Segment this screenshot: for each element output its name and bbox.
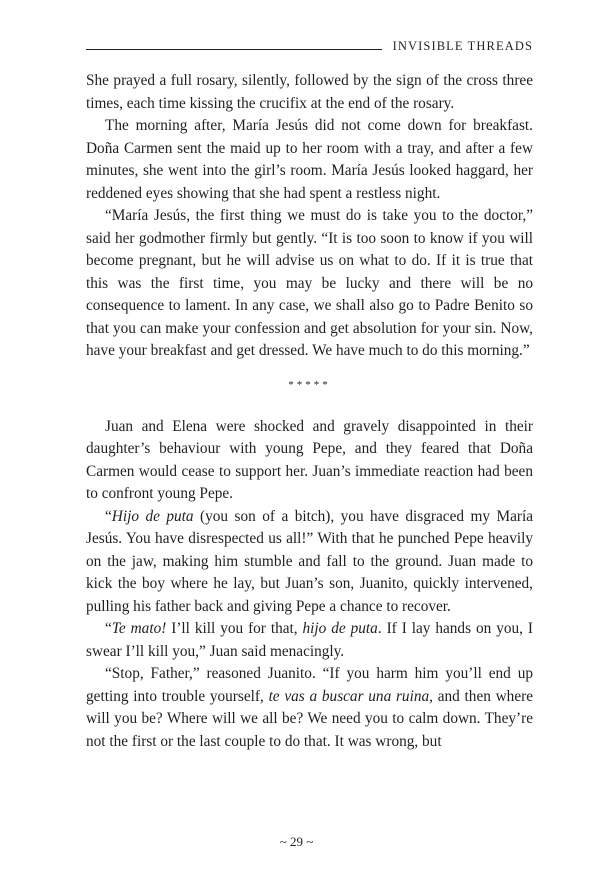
paragraph bbox=[86, 618, 533, 663]
paragraph bbox=[86, 70, 533, 115]
text-run: The morning after, María Jesús did not come down for breakfast. Doña Carmen sent the maid up to her room with a tray, and after a few minutes, she went into the girl’s room. María Jesús looked haggard, her reddened eyes showing that she had spent a restless night. bbox=[86, 117, 533, 202]
text-run: “María Jesús, the first thing we must do is take you to the doctor,” said her godmother firmly but gently. “It is too soon to know if you will become pregnant, but he will advise us on what to do. If it is true that this was the first time, you may be lucky and there will be no consequence to lament. In any case, we shall also go to Padre Benito so that you can make your confession and get absolution for your sin. Now, have your breakfast and get dressed. We have much to do this morning.” bbox=[86, 207, 533, 359]
text-run: . If I lay hands on you, I swear I’ll kill you,” Juan said menacingly. bbox=[86, 620, 533, 660]
running-header bbox=[86, 38, 533, 58]
italic-text: Te mato! bbox=[111, 620, 167, 637]
paragraph bbox=[86, 506, 533, 619]
italic-text: Hijo de puta bbox=[111, 507, 194, 525]
italic-text: hijo de puta bbox=[302, 620, 378, 637]
text-run: She prayed a full rosary, silently, followed by the sign of the cross three times, each time kissing the crucifix at the end of the rosary. bbox=[86, 72, 533, 112]
section-break: ***** bbox=[288, 378, 331, 391]
header-rule bbox=[86, 49, 382, 50]
text-run: I’ll kill you for that, bbox=[166, 620, 303, 637]
text-run: (you son of a bitch), you have disgraced my María Jesús. You have disrespected us all!” With that he punched Pepe heavily on the jaw, making him stumble and fall to the ground. Juan made to kick the boy where he lay, but Juan’s son, Juanito, quickly intervened, pulling his father back and giving Pepe a chance to recover. bbox=[86, 507, 534, 615]
paragraph bbox=[86, 205, 533, 363]
paragraph bbox=[86, 416, 533, 506]
text-block-before-break bbox=[86, 70, 533, 363]
book-title: INVISIBLE THREADS bbox=[392, 39, 533, 53]
page-number: ~ 29 ~ bbox=[279, 834, 314, 849]
paragraph bbox=[86, 663, 533, 753]
text-block-after-break bbox=[86, 416, 533, 754]
text-run: “Stop, Father,” reasoned Juanito. “If you harm him you’ll end up getting into trouble yourself, bbox=[86, 665, 533, 705]
text-run: “ bbox=[105, 620, 112, 637]
text-run: and then where will you be? Where will we all be? We need you to calm down. They’re not the first or the last couple to do that. It was wrong, but bbox=[86, 687, 533, 750]
text-run: Juan and Elena were shocked and gravely disappointed in their daughter’s behaviour with young Pepe, and they feared that Doña Carmen would cease to support her. Juan’s immediate reaction had been to confront young Pepe. bbox=[86, 417, 533, 502]
text-run: “ bbox=[105, 507, 112, 525]
page-body bbox=[86, 70, 533, 753]
italic-text: te vas a buscar una ruina, bbox=[268, 687, 433, 705]
paragraph bbox=[86, 115, 533, 205]
